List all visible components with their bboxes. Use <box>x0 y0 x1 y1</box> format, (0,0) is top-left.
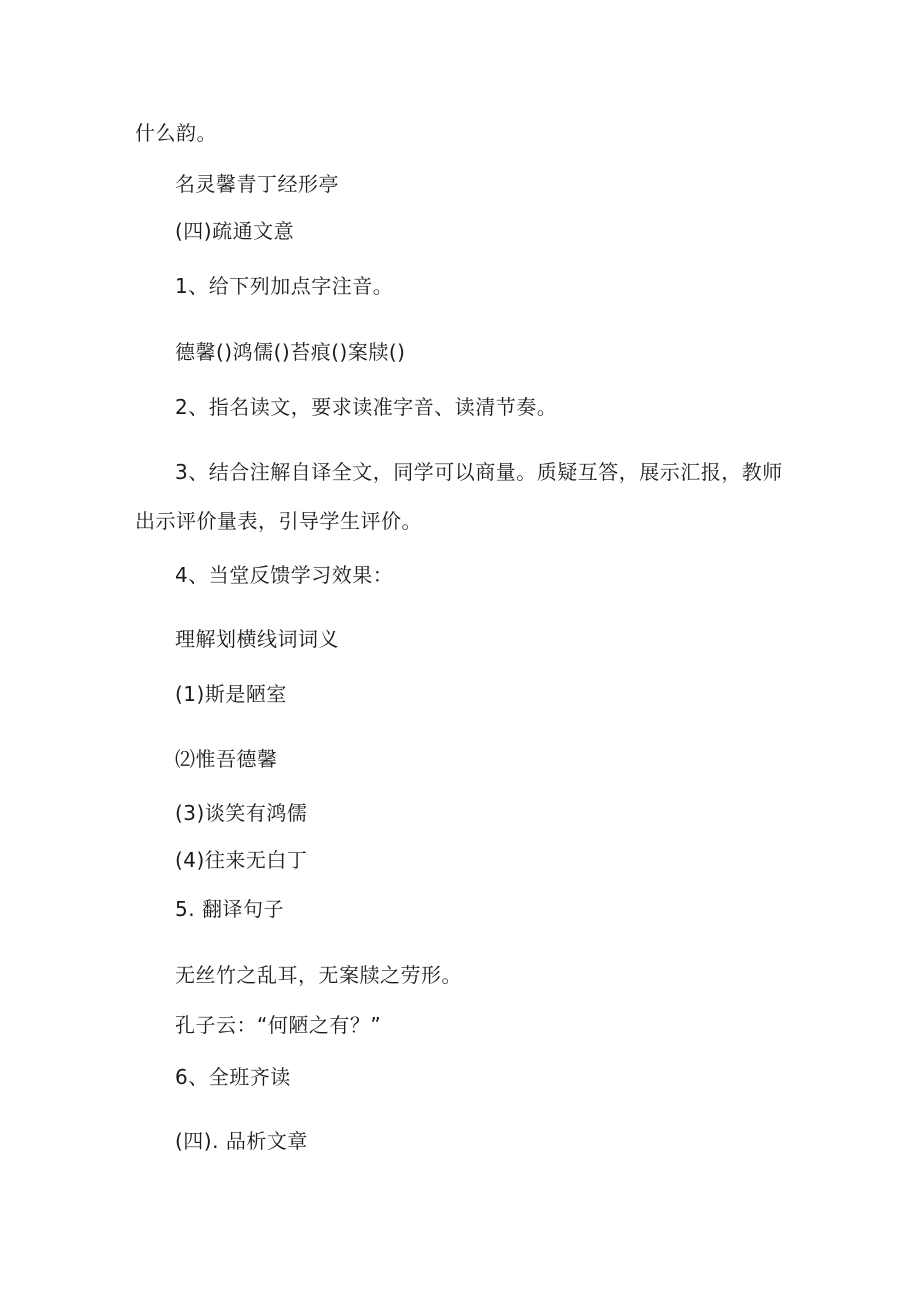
text-line: 理解划横线词词义 <box>175 627 339 651</box>
text-line: 3、结合注解自译全文，同学可以商量。质疑互答，展示汇报，教师 <box>175 460 783 484</box>
text-line: 出示评价量表，引导学生评价。 <box>135 509 422 533</box>
text-line: 5. 翻译句子 <box>175 897 284 921</box>
text-line: 无丝竹之乱耳，无案牍之劳形。 <box>175 963 462 987</box>
section-heading: (四)疏通文意 <box>175 219 295 243</box>
text-line: 什么韵。 <box>135 121 217 145</box>
text-line: 孔子云：“何陋之有？” <box>175 1013 382 1037</box>
text-line: ⑵惟吾德馨 <box>175 747 278 771</box>
text-line: (4)往来无白丁 <box>175 848 308 872</box>
section-heading: (四). 品析文章 <box>175 1129 308 1153</box>
text-line: 名灵馨青丁经形亭 <box>175 172 339 196</box>
text-line: 1、给下列加点字注音。 <box>175 274 394 298</box>
text-line: (3)谈笑有鸿儒 <box>175 801 308 825</box>
text-line: 2、指名读文，要求读准字音、读清节奏。 <box>175 395 558 419</box>
text-line: 德馨()鸿儒()苔痕()案牍() <box>175 340 406 364</box>
text-line: 4、当堂反馈学习效果： <box>175 563 394 587</box>
text-line: (1)斯是陋室 <box>175 682 287 706</box>
text-line: 6、全班齐读 <box>175 1065 291 1089</box>
